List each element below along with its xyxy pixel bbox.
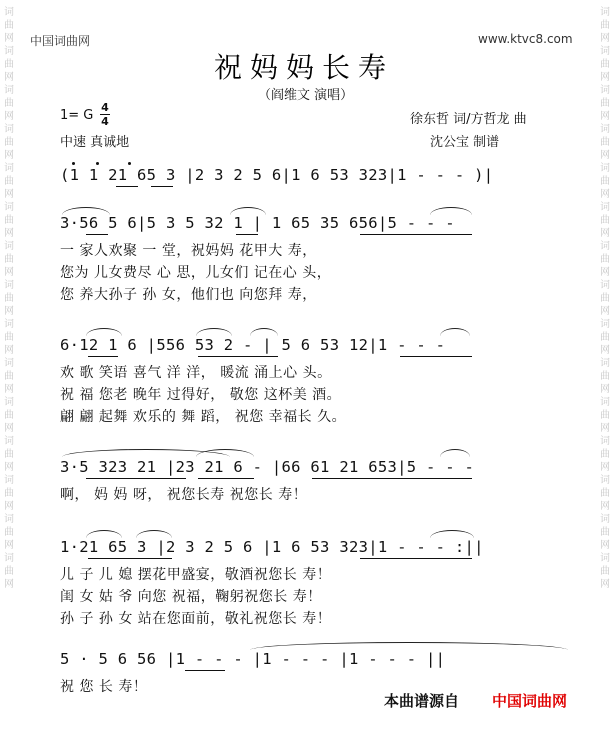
lyrics-line-5-verse-1: 儿 子 儿 媳 摆花甲盛宴，敬酒祝您长 寿！ [60, 567, 332, 583]
score-line-4-notes: 3·5 323 21 |23 21 6 - |66 61 21 653|5 - - - [60, 458, 475, 476]
slur [440, 449, 470, 457]
eighth-beam [198, 356, 278, 357]
eighth-beam [86, 478, 186, 479]
eighth-beam [116, 186, 138, 187]
eighth-beam [88, 558, 172, 559]
right-watermark-strip [596, 0, 614, 739]
lyrics-line-2-verse-1: 一 家人欢聚 一 堂，祝妈妈 花甲大 寿， [60, 243, 317, 259]
slur [196, 449, 254, 457]
credits: 徐东哲 词/方哲龙 曲 [410, 112, 527, 127]
slur [430, 530, 474, 538]
eighth-beam [312, 478, 472, 479]
lyrics-line-3-verse-1: 欢 歌 笑语 喜气 洋 洋， 暖流 涌上心 头。 [60, 365, 332, 381]
lyrics-line-2-verse-3: 您 养大孙子 孙 女，他们也 向您拜 寿， [60, 287, 317, 303]
lyrics-line-5-verse-3: 孙 子 孙 女 站在您面前，敬礼祝您长 寿！ [60, 611, 332, 627]
eighth-beam [236, 234, 258, 235]
source-brand: 中国词曲网 [492, 692, 568, 710]
time-signature-top: 4 [101, 101, 109, 114]
eighth-beam [198, 478, 254, 479]
high-octave-dot [128, 162, 131, 165]
performer: （阎维文 演唱） [258, 88, 354, 103]
key-signature: 1= G [60, 108, 94, 123]
song-title: 祝妈妈长寿 [214, 51, 395, 84]
eighth-beam [360, 234, 472, 235]
high-octave-dot [72, 162, 75, 165]
lyrics-line-5-verse-2: 闺 女 姑 爷 向您 祝福，鞠躬祝您长 寿！ [60, 589, 322, 605]
slur [196, 328, 232, 336]
site-url: www.ktvc8.com [478, 32, 573, 46]
time-signature-bottom: 4 [101, 115, 109, 128]
slur [136, 530, 172, 538]
left-watermark-text: 词曲网词曲网词曲网词曲网词曲网词曲网词曲网词曲网词曲网词曲网词曲网词曲网词曲网词曲网词曲网 [4, 7, 14, 590]
right-watermark-text: 词曲网词曲网词曲网词曲网词曲网词曲网词曲网词曲网词曲网词曲网词曲网词曲网词曲网词曲网词曲网 [600, 7, 610, 590]
score-line-3-notes: 6·12 1 6 |556 53 2 - | 5 6 53 12|1 - - - [60, 336, 446, 354]
eighth-beam [86, 234, 108, 235]
left-watermark-strip [0, 0, 18, 739]
eighth-beam [400, 356, 472, 357]
slur [86, 530, 122, 538]
tempo-marking: 中速 真诚地 [60, 135, 130, 150]
site-name: 中国词曲网 [30, 34, 91, 48]
high-octave-dot [96, 162, 99, 165]
lyrics-line-6: 祝 您 长 寿！ [60, 679, 148, 695]
eighth-beam [151, 186, 173, 187]
slur [86, 328, 122, 336]
eighth-beam [360, 558, 472, 559]
score-line-5-notes: 1·21 65 3 |2 3 2 5 6 |1 6 53 323|1 - - - :|| [60, 538, 484, 556]
score-line-6-notes: 5 · 5 6 56 |1 - - - |1 - - - |1 - - - || [60, 650, 446, 668]
slur [440, 328, 470, 336]
lyrics-line-2-verse-2: 您为 儿女费尽 心 思，儿女们 记在心 头， [60, 265, 332, 281]
score-line-1-notes: (1 1 21 65 3 |2 3 2 5 6|1 6 53 323|1 - - - )| [60, 166, 494, 184]
score-line-2-notes: 3·56 5 6|5 3 5 32 1 | 1 65 35 656|5 - - - [60, 214, 455, 232]
lyrics-line-4: 啊， 妈 妈 呀， 祝您长寿 祝您长 寿！ [60, 487, 308, 503]
eighth-beam [185, 670, 225, 671]
lyrics-line-3-verse-2: 祝 福 您老 晚年 过得好， 敬您 这杯美 酒。 [60, 387, 342, 403]
eighth-beam [88, 356, 118, 357]
slur [250, 328, 278, 336]
tie [250, 642, 568, 650]
lyrics-line-3-verse-3: 翩 翩 起舞 欢乐的 舞 蹈， 祝您 幸福长 久。 [60, 409, 347, 425]
source-label: 本曲谱源自 [384, 692, 460, 710]
arranger: 沈公宝 制谱 [430, 135, 500, 150]
